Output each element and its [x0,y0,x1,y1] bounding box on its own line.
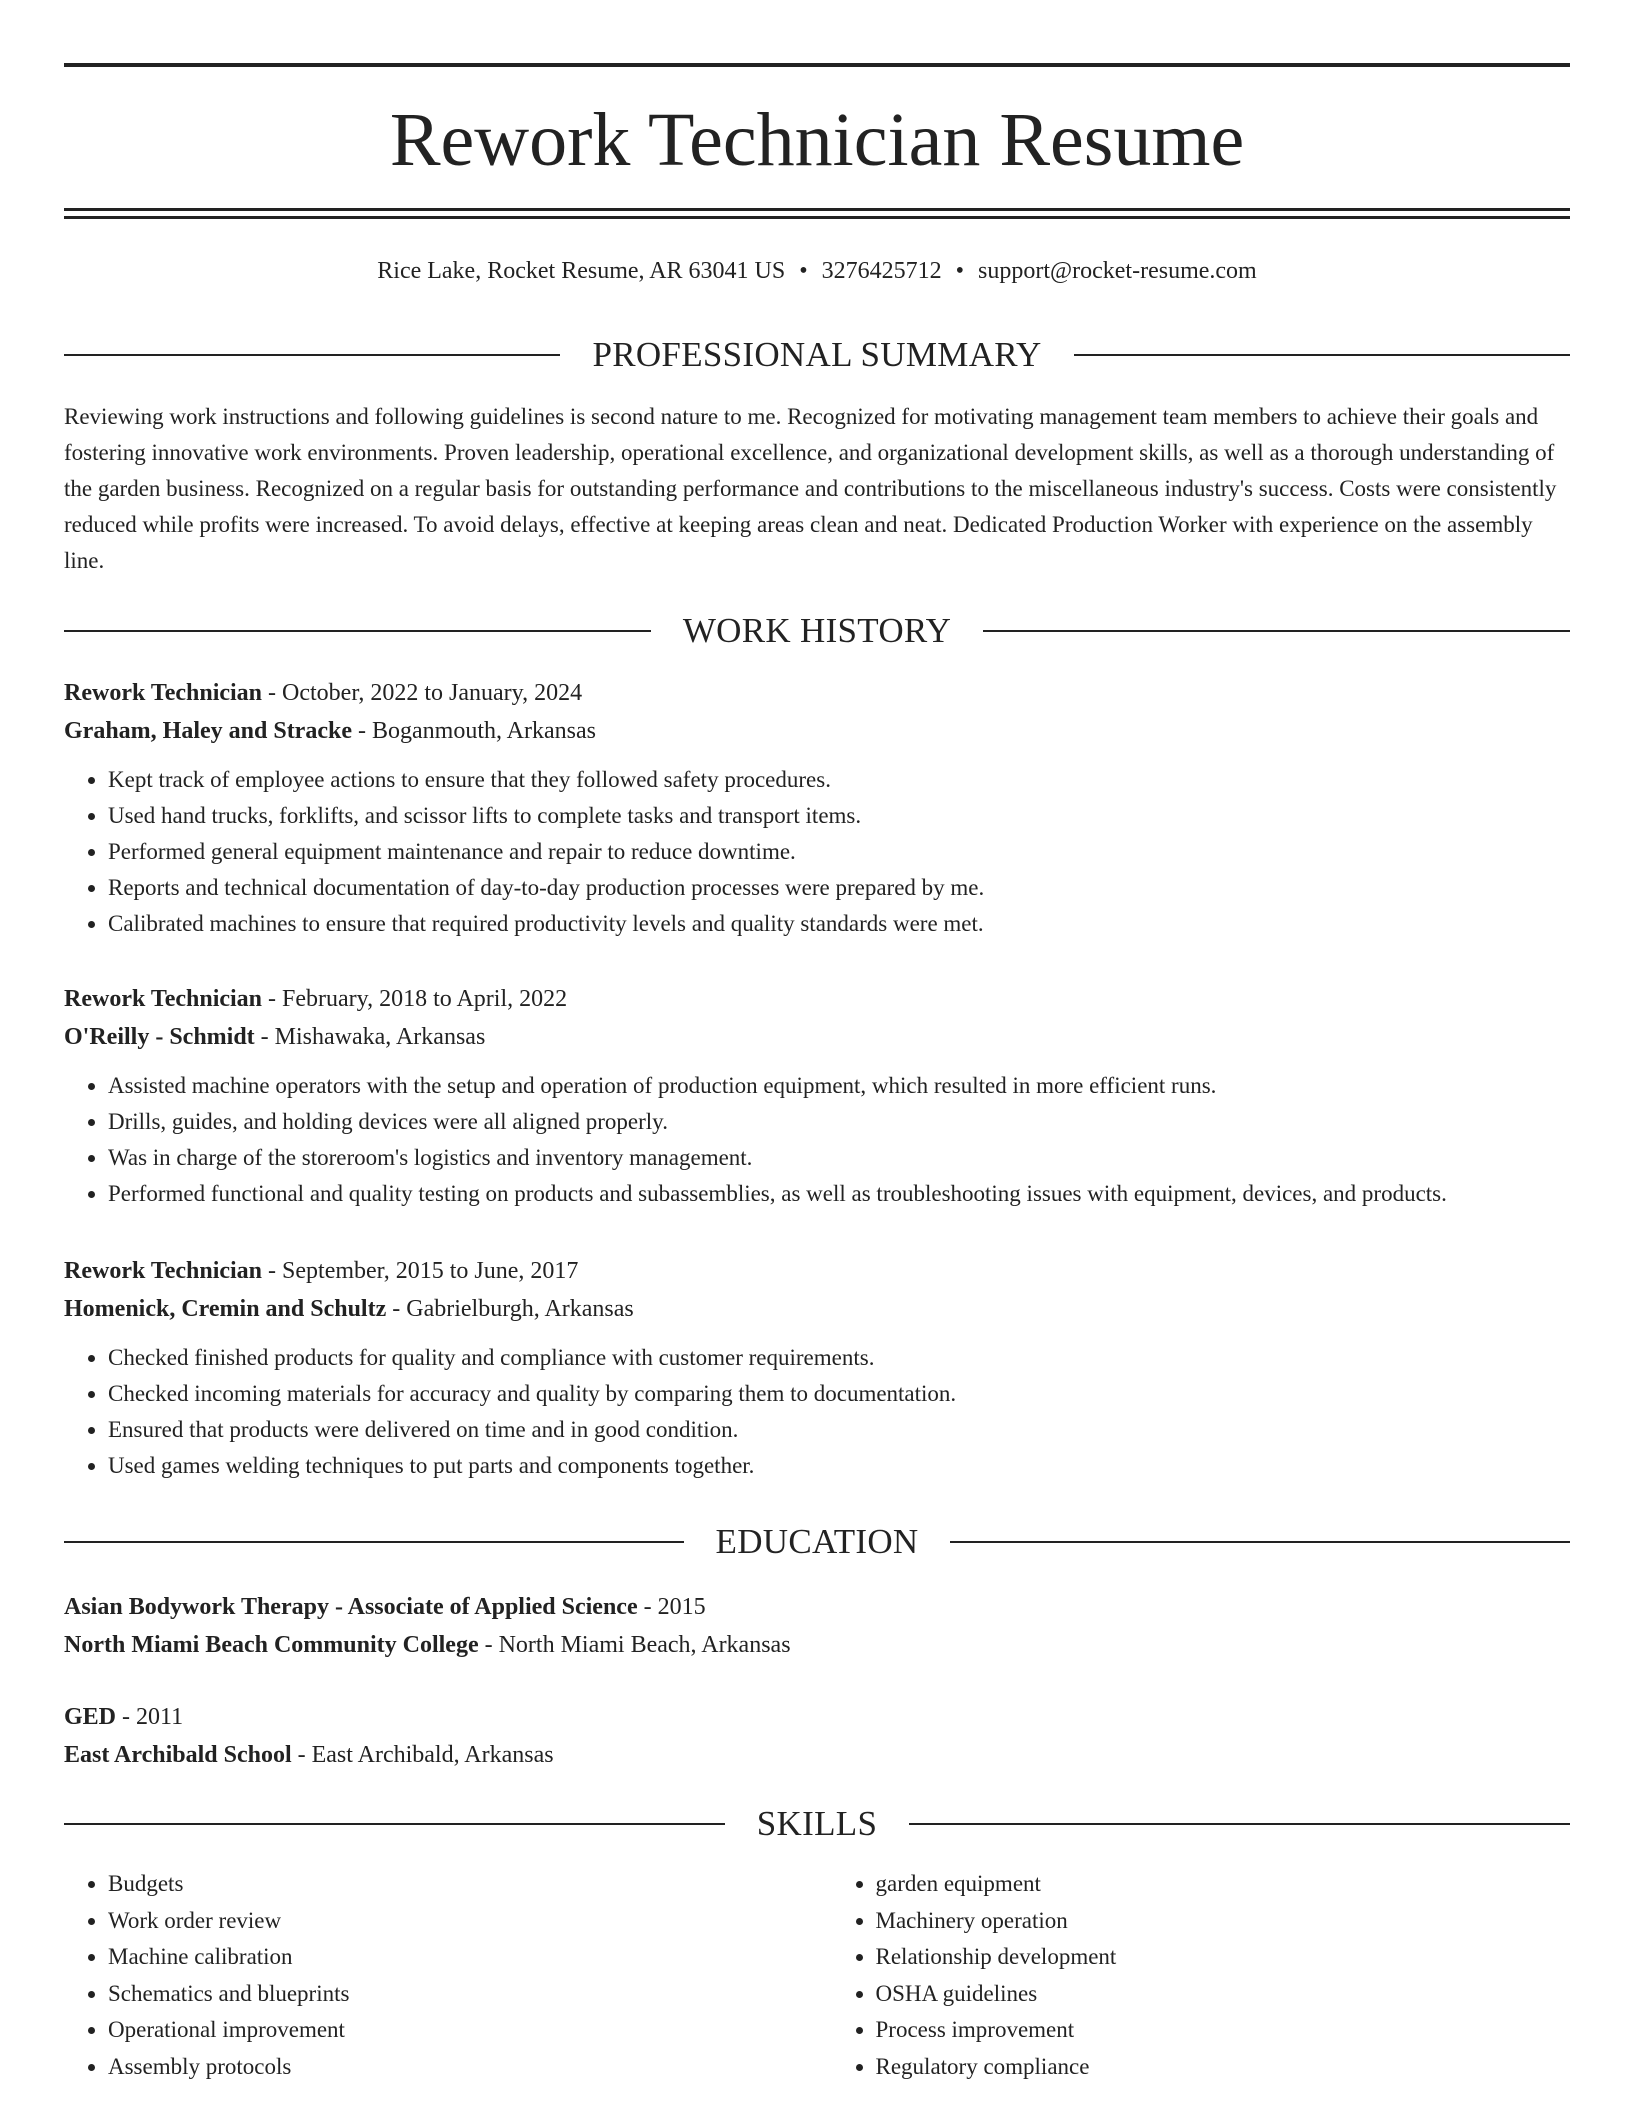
job-bullet: • Used games welding techniques to put parts and components together. [108,1448,1584,1484]
job-bullet: • Performed functional and quality testing on products and subassemblies, as well as troubleshooting issues with equipment, devices, and products. [108,1176,1584,1212]
job-bullets [64,1340,1584,1484]
section-rule [64,630,651,632]
job-entry [64,674,1584,942]
job-bullets [64,762,1584,942]
skill-item: • garden equipment [876,1866,1571,1903]
job-bullet: • Assisted machine operators with the setup and operation of production equipment, which resulted in more efficient runs. [108,1068,1584,1104]
section-title: PROFESSIONAL SUMMARY [592,335,1042,374]
job-location: - Gabrielburgh, Arkansas [386,1296,634,1322]
header-double-rule-upper [64,208,1570,211]
education-location: - North Miami Beach, Arkansas [478,1632,791,1658]
education-school: North Miami Beach Community College [64,1632,479,1658]
job-dates: - September, 2015 to June, 2017 [262,1258,579,1284]
job-bullet: • Used hand trucks, forklifts, and scissor lifts to complete tasks and transport items. [108,798,1584,834]
job-bullet: • Checked incoming materials for accuracy and quality by comparing them to documentation. [108,1376,1584,1412]
section-title: WORK HISTORY [682,611,952,650]
education-degree: Asian Bodywork Therapy - Associate of Applied Science [64,1594,638,1620]
job-title: Rework Technician [64,1258,263,1284]
education-school: East Archibald School [64,1742,292,1768]
skill-item: • Regulatory compliance [876,2049,1571,2086]
contact-separator: • [955,258,965,284]
contact-address: Rice Lake, Rocket Resume, AR 63041 US [377,258,786,284]
job-title-line [64,674,1584,712]
contact-line [64,256,1570,286]
job-title-line [64,1252,1584,1290]
skills-column-left [64,1866,803,2085]
job-dates: - February, 2018 to April, 2022 [262,986,568,1012]
section-heading-work-history [64,609,1570,653]
education-degree-line [64,1588,1564,1626]
education-school-line [64,1626,1564,1664]
skill-item: • Machine calibration [108,1939,803,1976]
section-rule [983,630,1570,632]
education-year: - 2015 [637,1594,706,1620]
section-heading-skills [64,1802,1570,1846]
job-location: - Mishawaka, Arkansas [254,1024,486,1050]
job-title: Rework Technician [64,986,263,1012]
skill-item: • Process improvement [876,2012,1571,2049]
skill-item: • Relationship development [876,1939,1571,1976]
header-double-rule-lower [64,216,1570,219]
skills-list [64,1866,1570,2085]
section-rule [64,1541,684,1543]
contact-phone: 3276425712 [821,258,942,284]
job-company-line [64,1018,1584,1056]
header-top-rule [64,63,1570,67]
skill-item: • OSHA guidelines [876,1976,1571,2013]
page-title: Rework Technician Resume [389,98,1245,182]
section-rule [909,1823,1570,1825]
section-rule [64,354,560,356]
job-dates: - October, 2022 to January, 2024 [262,680,583,706]
skill-item: • Schematics and blueprints [108,1976,803,2013]
education-degree: GED [64,1704,117,1730]
job-company-line [64,1290,1584,1328]
skills-column-right [832,1866,1571,2085]
job-bullet: • Drills, guides, and holding devices were all aligned properly. [108,1104,1584,1140]
job-bullet: • Was in charge of the storeroom's logistics and inventory management. [108,1140,1584,1176]
job-company: Homenick, Cremin and Schultz [64,1296,387,1322]
section-heading-education [64,1520,1570,1564]
job-bullet: • Checked finished products for quality and compliance with customer requirements. [108,1340,1584,1376]
section-heading-summary [64,333,1570,377]
job-location: - Boganmouth, Arkansas [352,718,596,744]
section-title: EDUCATION [715,1522,919,1561]
job-title: Rework Technician [64,680,263,706]
skill-item: • Machinery operation [876,1903,1571,1940]
job-entry [64,980,1584,1212]
job-bullet: • Kept track of employee actions to ensure that they followed safety procedures. [108,762,1584,798]
section-rule [950,1541,1570,1543]
job-company: Graham, Haley and Stracke [64,718,352,744]
skill-item: • Operational improvement [108,2012,803,2049]
job-company-line [64,712,1584,750]
section-rule [1074,354,1570,356]
job-bullet: • Ensured that products were delivered on time and in good condition. [108,1412,1584,1448]
job-bullet: • Calibrated machines to ensure that required productivity levels and quality standards were met. [108,906,1584,942]
contact-email: support@rocket-resume.com [978,258,1257,284]
education-entry [64,1698,1564,1774]
education-entry [64,1588,1564,1664]
education-location: - East Archibald, Arkansas [291,1742,554,1768]
contact-separator: • [799,258,808,284]
job-title-line [64,980,1584,1018]
job-bullet: • Performed general equipment maintenance and repair to reduce downtime. [108,834,1584,870]
summary-text: Reviewing work instructions and following guidelines is second nature to me. Recognized for motivating management team members to achieve their goals and fostering innovative work environments. Proven leadership, operational excellence, and organizational development skills, as well as a thorough understanding of the garden business. Recognized on a regular basis for outstanding performance and contributions to the miscellaneous industry's success. Costs were consistently reduced while profits were increased. To avoid delays, effective at keeping areas clean and neat. Dedicated Production Worker with experience on the assembly line. [64,404,1557,573]
education-degree-line [64,1698,1564,1736]
job-bullets [64,1068,1584,1212]
section-title: SKILLS [756,1804,878,1843]
skill-item: • Assembly protocols [108,2049,803,2086]
skill-item: • Work order review [108,1903,803,1940]
skill-item: • Budgets [108,1866,803,1903]
job-bullet: • Reports and technical documentation of day-to-day production processes were prepared by me. [108,870,1584,906]
section-rule [64,1823,725,1825]
job-company: O'Reilly - Schmidt [64,1024,255,1050]
education-school-line [64,1736,1564,1774]
job-entry [64,1252,1584,1484]
education-year: - 2011 [116,1704,184,1730]
